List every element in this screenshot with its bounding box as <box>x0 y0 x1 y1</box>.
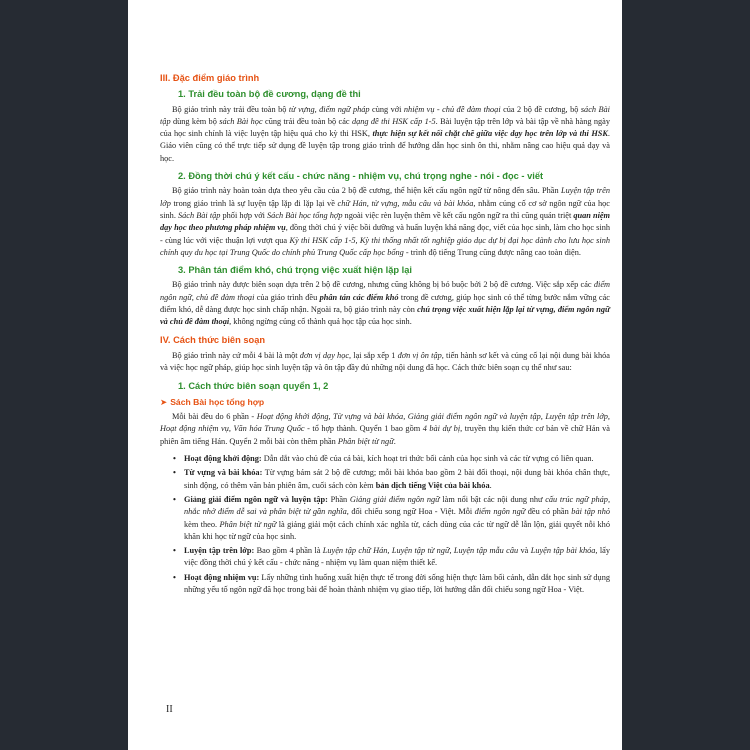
section-heading-4: IV. Cách thức biên soạn <box>160 334 266 345</box>
text-run: Bộ giáo trình này cứ mỗi 4 bài là một <box>172 350 300 360</box>
text-run: Hoạt động khởi động, Từ vựng và bài khóa, Giảng giải điểm ngôn ngữ và luyện tập, Luyện tập trên lớp, Hoạt động nhiệm vụ, Văn hóa Trung Quốc <box>160 412 610 434</box>
text-run: ngoài việc rèn luyện thêm về kết cấu ngôn ngữ ra thì cũng quán triệt <box>342 210 574 220</box>
bullet-text <box>184 468 610 489</box>
paragraph-2 <box>160 185 610 259</box>
bullet-text <box>184 546 610 567</box>
text-run: của 2 bộ đề cương, bộ <box>500 104 581 114</box>
text-run: Từ vựng bám sát 2 bộ đề cương; mỗi bài khóa bao gồm 2 bài đối thoại, nội dung bài khóa chân thực, sinh động, có thêm văn bản phiên âm, cuối sách còn kèm <box>184 468 611 490</box>
text-run: Sách Bài học tổng hợp <box>267 210 343 220</box>
subheading-4-1: 1. Cách thức biên soạn quyển 1, 2 <box>178 380 329 391</box>
text-run: là giảng giải một cách chính xác nghĩa từ, cách dùng của các từ ngữ dễ lẫn lộn, giải quyết nỗi khó khăn khi học từ ngữ của học sinh. <box>184 519 610 541</box>
text-run: chữ Hán, từ vựng, mẫu câu và bài khóa <box>337 198 474 208</box>
text-run: Kỳ thi HSK cấp 1-5, Kỳ thi thống nhất tốt nghiệp giáo dục dự bị đại học dành cho lưu học sinh chính quy du học tại Trung Quốc do chính phủ Trung Quốc cấp học bổng <box>160 235 610 257</box>
text-run: điểm ngôn ngữ <box>474 507 526 517</box>
text-run: Luyện tập chữ Hán, Luyện tập từ ngữ, Luyện tập mẫu câu <box>322 546 519 556</box>
text-run: , không ngừng củng cố thành quả học tập của học sinh. <box>229 317 412 327</box>
text-run: . <box>393 436 396 446</box>
text-run: bản dịch tiếng Việt của bài khóa <box>375 480 490 490</box>
text-run: . Bài luyện tập trên lớp và bài tập về nhà hàng ngày của học sinh chính là việc luyện tập hiệu quả cho kỳ thi HSK, <box>160 116 610 139</box>
subheading-3: 3. Phân tán điểm khó, chú trọng việc xuất hiện lặp lại <box>178 265 413 276</box>
text-run: Luyện tập trên lớp <box>160 186 610 208</box>
text-run: Dẫn dắt vào chủ đề của cả bài, kích hoạt tri thức bối cảnh của học sinh và các từ vựng có liên quan. <box>261 454 594 464</box>
text-run: Bộ giáo trình này trải đều toàn bộ <box>172 104 289 114</box>
text-run: Giảng giải điểm ngôn ngữ và luyện tập: <box>184 494 328 504</box>
paragraph-4 <box>160 350 610 375</box>
text-run: , đối chiếu song ngữ Hoa - Việt. Mỗi <box>346 507 475 517</box>
bullet-item <box>173 572 610 597</box>
text-run: Hoạt động khởi động: <box>184 454 262 464</box>
text-run: cũng trải đều toàn bộ các <box>262 116 352 126</box>
page-content <box>160 72 610 598</box>
bullet-list <box>160 453 610 596</box>
bullet-icon: • <box>173 572 176 582</box>
text-run: - trình độ tiếng Trung cũng được nâng cao toàn diện. <box>403 247 581 257</box>
text-run: Từ vựng và bài khóa: <box>184 468 263 478</box>
text-run: Lấy những tình huống xuất hiện thực tế trong đời sống hiện thực làm bối cảnh, dẫn dắt học sinh sử dụng những yếu tố ngôn ngữ đã học trong bài để hoàn thành nhiệm vụ giao tiếp, lời hướng dẫn đối chiếu song ngữ Hoa - Việt. <box>184 572 610 594</box>
bullet-text <box>184 573 610 594</box>
bullet-text <box>184 454 594 463</box>
text-run: , đồng thời chú ý việc bồi dưỡng và huấn luyện khả năng đọc, viết của học sinh, làm cho học sinh - cùng lúc với việc thuận lợi vượt qua <box>160 223 610 245</box>
text-run: phân tán các điểm khó <box>319 292 399 302</box>
arrow-icon: ➤ <box>160 396 168 407</box>
book-title: Sách Bài học tổng hợp <box>170 396 265 407</box>
text-run: Hoạt động nhiệm vụ: <box>184 572 260 582</box>
text-run: - tổ hợp thành. Quyển 1 bao gồm <box>304 424 423 434</box>
text-run: thực hiện sự kết nối chặt chẽ giữa việc dạy học trên lớp và thi HSK <box>372 129 608 139</box>
bullet-text <box>184 495 610 541</box>
text-run: Luyện tập bài khóa <box>530 546 596 556</box>
bullet-icon: • <box>173 468 176 478</box>
page-number: II <box>166 704 173 715</box>
text-run: , lấy việc đồng thời chú ý kết cấu - chức năng - nhiệm vụ làm quan niệm thiết kế. <box>184 546 610 568</box>
text-run: chú trọng việc xuất hiện lặp lại từ vựng, điểm ngôn ngữ và chủ đề đàm thoại <box>160 305 610 327</box>
text-run: quan niệm dạy học theo phương pháp nhiệm vụ <box>160 210 611 233</box>
text-run: . <box>489 480 492 490</box>
text-run: Luyện tập trên lớp: <box>184 546 255 556</box>
text-run: đơn vị dạy học <box>299 350 350 360</box>
text-run: Phân biệt từ ngữ <box>219 519 277 529</box>
bullet-icon: • <box>173 494 176 504</box>
text-run: phối hợp với <box>220 210 268 220</box>
text-run: Bộ giáo trình này hoàn toàn dựa theo yêu cầu của 2 bộ đề cương, thể hiện kết cấu ngôn ngữ từ nông đến sâu. Phần <box>172 186 561 196</box>
text-run: trong giáo trình là sự luyện tập lặp đi lặp lại về <box>170 198 338 208</box>
text-run: đơn vị ôn tập <box>397 350 442 360</box>
text-run: sách Bài học <box>219 116 263 126</box>
bullet-item <box>173 453 610 465</box>
text-run: đều có phần <box>525 507 572 517</box>
bullet-item <box>173 545 610 570</box>
text-run: của giáo trình đều <box>254 292 320 302</box>
text-run: bài tập nhỏ <box>571 507 610 517</box>
paragraph-1 <box>160 104 610 165</box>
text-run: trong đề cương, giúp học sinh có thể từng bước nắm vững các điểm khó, dễ dàng được học sinh chấp nhận. Ngoài ra, bộ giáo trình này còn <box>160 292 610 315</box>
text-run: 4 bài dự bị <box>422 424 461 434</box>
text-run: , lại sắp xếp 1 <box>349 350 398 360</box>
text-run: , tiến hành sơ kết và củng cố lại nội dung bài khóa và việc học ngữ pháp, giúp học sinh luyện tập và ôn tập đầy đủ những nội dung đã học. Cách thức biên soạn cụ thể như sau: <box>160 350 610 373</box>
text-run: và <box>518 546 531 556</box>
bullet-icon: • <box>173 454 176 464</box>
text-run: dùng kèm bộ <box>170 116 220 126</box>
text-run: , nhằm củng cố cơ sở ngôn ngữ của học sinh. <box>160 198 610 220</box>
book-heading <box>160 396 610 408</box>
text-run: dạng đề thi HSK cấp 1-5 <box>351 116 436 126</box>
paragraph-3 <box>160 279 610 328</box>
bullet-icon: • <box>173 546 176 556</box>
subheading-1: 1. Trải đều toàn bộ đề cương, dạng đề thi <box>178 89 361 100</box>
text-run: Mỗi bài đều do 6 phần - <box>172 412 257 422</box>
text-run: nhiệm vụ - chủ đề đàm thoại <box>403 104 501 114</box>
subheading-2: 2. Đồng thời chú ý kết cấu - chức năng - nhiệm vụ, chú trọng nghe - nói - đọc - viết <box>178 171 544 182</box>
text-run: cấu trúc ngữ pháp, nhắc nhở điểm dễ sai và phân biệt từ gần nghĩa <box>184 494 611 517</box>
text-run: Bộ giáo trình này được biên soạn dựa trên 2 bộ đề cương, nhưng cũng không bị bó buộc bởi 2 bộ đề cương. Việc sắp xếp các <box>172 280 594 290</box>
text-run: Phần <box>327 494 350 504</box>
text-run: cùng với <box>369 104 404 114</box>
text-run: . Giáo viên cũng có thể trực tiếp sử dụng đề luyện tập trong giáo trình để hướng dẫn học sinh ôn thi, nhằm nâng cao hiệu quả dạy và học. <box>160 129 610 163</box>
book-page <box>128 0 622 750</box>
text-run: sách Bài tập <box>160 104 610 126</box>
text-run: Phân biệt từ ngữ <box>337 436 394 446</box>
text-run: Bao gồm 4 phần là <box>254 546 323 556</box>
text-run: từ vựng, điểm ngữ pháp <box>288 104 370 114</box>
paragraph-5 <box>160 411 610 448</box>
text-run: , truyền thụ kiến thức cơ bản về chữ Hán và phiên âm tiếng Hán. Quyển 2 mỗi bài còn thêm phần <box>160 424 610 446</box>
bullet-item <box>173 494 611 543</box>
text-run: Sách Bài tập <box>178 210 221 220</box>
text-run: Giảng giải điểm ngôn ngữ <box>349 494 440 504</box>
bullet-item <box>173 467 611 492</box>
text-run: điểm ngôn ngữ, chủ đề đàm thoại <box>160 280 610 302</box>
text-run: làm nổi bật các nội dung như <box>439 494 546 504</box>
text-run: kèm theo. <box>184 519 220 529</box>
section-heading-3: III. Đặc điểm giáo trình <box>160 73 260 83</box>
